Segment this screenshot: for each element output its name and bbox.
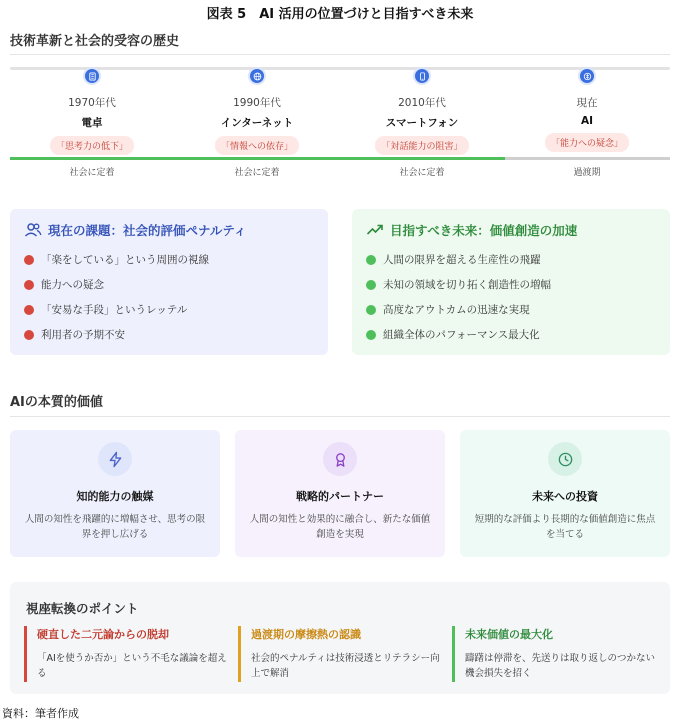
era-technology: AI bbox=[580, 115, 594, 127]
list-item bbox=[366, 297, 656, 322]
era-status: 社会に定着 bbox=[234, 168, 280, 178]
current-issues-title: 現在の課題：社会的評価ペナルティ bbox=[48, 223, 247, 238]
smartphone-icon bbox=[413, 67, 431, 85]
users-icon bbox=[24, 221, 42, 239]
era-technology: インターネット bbox=[220, 117, 294, 129]
value-heading: AIの本質的価値 bbox=[10, 395, 103, 410]
bullet-dot bbox=[24, 255, 34, 265]
list-item-text: 人間の限界を超える生産性の飛躍 bbox=[383, 254, 541, 266]
era-year: 2010年代 bbox=[398, 97, 446, 109]
list-item bbox=[366, 247, 656, 272]
current-issues-header bbox=[24, 221, 314, 239]
future-vision-title: 目指すべき未来：価値創造の加速 bbox=[390, 223, 578, 238]
card-title: 未来への投資 bbox=[532, 490, 598, 503]
timeline-era-2010s bbox=[342, 67, 502, 155]
calculator-icon bbox=[83, 67, 101, 85]
list-item-text: 利用者の予期不安 bbox=[41, 329, 125, 341]
history-divider bbox=[10, 54, 670, 55]
transition-progress-bar bbox=[505, 157, 670, 160]
era-status: 社会に定着 bbox=[399, 168, 445, 178]
bullet-dot bbox=[24, 330, 34, 340]
list-item bbox=[24, 272, 314, 297]
value-card-partner bbox=[235, 430, 445, 557]
future-vision-panel bbox=[352, 209, 670, 355]
timeline-era-present bbox=[507, 67, 667, 152]
viewpoint-point-friction bbox=[238, 626, 443, 682]
ai-brain-icon bbox=[578, 67, 596, 85]
point-title: 未来価値の最大化 bbox=[465, 628, 553, 641]
timeline-era-1990s bbox=[177, 67, 337, 155]
bullet-dot bbox=[24, 280, 34, 290]
era-concern-badge: 「対話能力の阻害」 bbox=[375, 136, 468, 155]
card-description: 人間の知性と効果的に融合し、新たな価値創造を実現 bbox=[249, 514, 431, 540]
point-title: 過渡期の摩擦熱の認識 bbox=[251, 628, 361, 641]
era-technology: 電卓 bbox=[81, 117, 103, 129]
globe-icon bbox=[248, 67, 266, 85]
card-description: 人間の知性を飛躍的に増幅させ、思考の限界を押し広げる bbox=[24, 514, 206, 540]
timeline-era-1970s bbox=[12, 67, 172, 155]
list-item-text: 能力への疑念 bbox=[41, 279, 104, 291]
list-item-text: 組織全体のパフォーマンス最大化 bbox=[383, 329, 540, 341]
card-description: 短期的な評価より長期的な価値創造に焦点を当てる bbox=[474, 514, 656, 540]
point-description: 「AIを使うか否か」という不毛な議論を超える bbox=[37, 653, 227, 679]
card-title: 戦略的パートナー bbox=[296, 490, 384, 503]
bullet-dot bbox=[366, 305, 376, 315]
viewpoint-title: 視座転換のポイント bbox=[26, 601, 139, 616]
list-item-text: 「楽をしている」という周囲の視線 bbox=[41, 254, 209, 266]
era-concern-badge: 「情報への依存」 bbox=[215, 136, 299, 155]
clock-icon bbox=[548, 442, 582, 476]
point-description: 躊躇は停滞を、先送りは取り返しのつかない機会損失を招く bbox=[465, 653, 656, 679]
value-card-catalyst bbox=[10, 430, 220, 557]
card-title: 知的能力の触媒 bbox=[76, 490, 154, 503]
bullet-dot bbox=[366, 330, 376, 340]
point-description: 社会的ペナルティは技術浸透とリテラシー向上で解消 bbox=[251, 653, 440, 679]
era-technology: スマートフォン bbox=[385, 117, 459, 129]
source-note: 資料：筆者作成 bbox=[2, 707, 79, 720]
award-ribbon-icon bbox=[323, 442, 357, 476]
list-item bbox=[24, 297, 314, 322]
list-item bbox=[24, 322, 314, 347]
bullet-dot bbox=[366, 255, 376, 265]
list-item bbox=[366, 272, 656, 297]
point-title: 硬直した二元論からの脱却 bbox=[37, 628, 169, 641]
viewpoint-point-future-value bbox=[452, 626, 657, 682]
era-status: 社会に定着 bbox=[69, 168, 115, 178]
bullet-dot bbox=[366, 280, 376, 290]
viewpoint-box bbox=[10, 582, 670, 694]
list-item-text: 「安易な手段」というレッテル bbox=[41, 304, 188, 316]
viewpoint-point-dualism bbox=[24, 626, 229, 682]
list-item bbox=[366, 322, 656, 347]
trending-up-icon bbox=[366, 221, 384, 239]
lightning-icon bbox=[98, 442, 132, 476]
era-concern-badge: 「思考力の低下」 bbox=[50, 136, 134, 155]
value-divider bbox=[10, 416, 670, 417]
bullet-dot bbox=[24, 305, 34, 315]
era-year: 現在 bbox=[576, 97, 598, 109]
era-year: 1990年代 bbox=[233, 97, 281, 109]
list-item-text: 未知の領域を切り拓く創造性の増幅 bbox=[383, 279, 551, 291]
value-card-investment bbox=[460, 430, 670, 557]
era-concern-badge: 「能力への疑念」 bbox=[545, 133, 629, 152]
future-vision-header bbox=[366, 221, 656, 239]
list-item bbox=[24, 247, 314, 272]
current-issues-panel bbox=[10, 209, 328, 355]
adoption-progress-bar bbox=[10, 157, 505, 160]
history-heading: 技術革新と社会的受容の歴史 bbox=[10, 34, 180, 49]
figure-title: 図表 5 AI 活用の位置づけと目指すべき未来 bbox=[206, 7, 474, 22]
era-year: 1970年代 bbox=[68, 97, 116, 109]
era-status: 過渡期 bbox=[573, 168, 601, 178]
list-item-text: 高度なアウトカムの迅速な実現 bbox=[383, 304, 530, 316]
